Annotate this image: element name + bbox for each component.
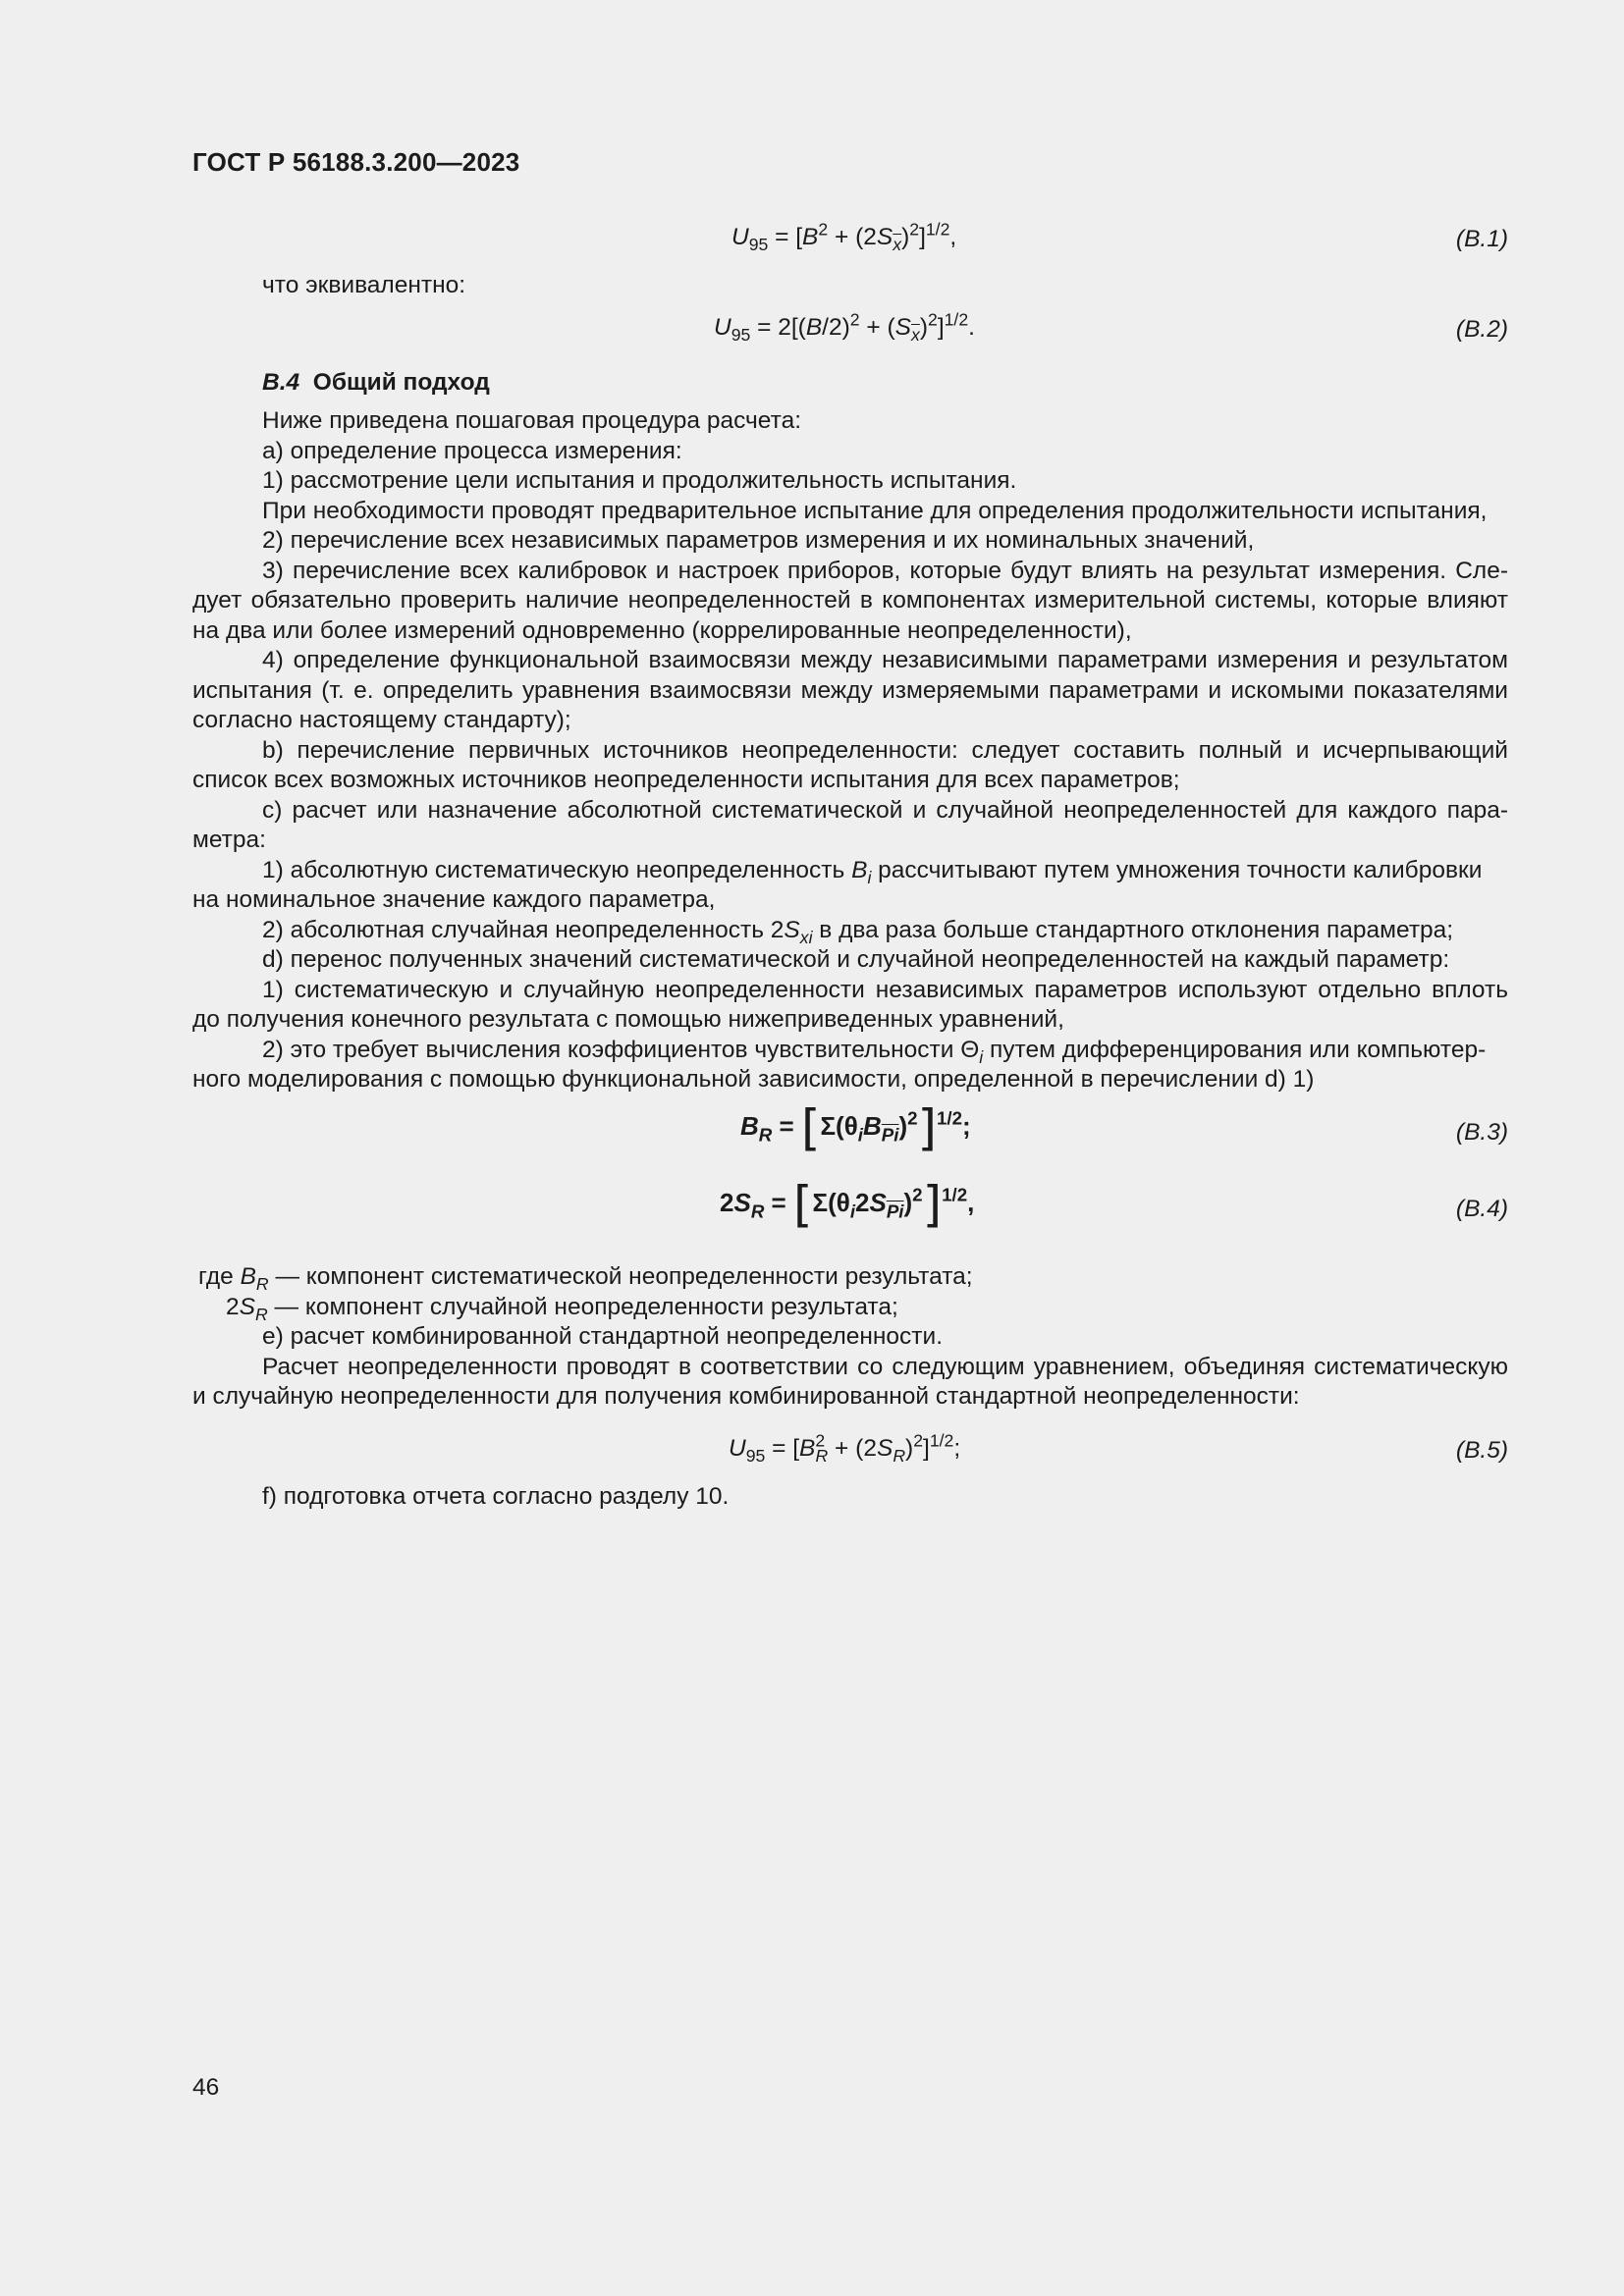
list-item: a) определение процесса измерения: [262,437,682,464]
equation-number-b2: (B.2) [1455,316,1508,343]
definition-line: где $B_R$ — компонент систематической неопределенности результата; [198,1263,973,1295]
paragraph-line: дует обязательно проверить наличие неопределенностей в компонентах измерительной системы, которые влияют [192,587,1508,614]
paragraph-line: согласно настоящему стандарту); [192,707,571,733]
list-item: 2) абсолютная случайная неопределенность $2S_{xi}$ в два раза больше стандартного отклонения параметра; [262,916,1454,947]
page-number: 46 [192,2074,220,2101]
list-item: c) расчет или назначение абсолютной систематической и случайной неопределенностей для каждого пара- [262,796,1508,824]
list-item: b) перечисление первичных источников неопределенности: следует составить полный и исчерпывающий [262,736,1508,764]
definition-line: $2S_R$ — компонент случайной неопределенности результата; [226,1293,898,1324]
equation-number-b1: (B.1) [1455,226,1508,252]
equation-number-b4: (B.4) [1455,1196,1508,1222]
document-header: ГОСТ Р 56188.3.200—2023 [192,147,520,177]
list-item: 1) рассмотрение цели испытания и продолжительность испытания. [262,467,1017,494]
paragraph-line: до получения конечного результата с помощью нижеприведенных уравнений, [192,1006,1064,1033]
paragraph-line: Ниже приведена пошаговая процедура расчета: [262,407,802,434]
section-number: B.4 [262,369,300,396]
equation-b3: $B_R = [\Sigma(\theta_iB_{\overline{Pi}})^2]^{1/2}$; [740,1099,971,1156]
list-item: 1) систематическую и случайную неопределенности независимых параметров используют отдельно вплоть [262,976,1508,1003]
paragraph-line: При необходимости проводят предварительное испытание для определения продолжительности испытания, [262,497,1488,524]
equation-b2: $U_{95} = 2[(B/2)^2 + (S_{\overline{x}})^2]^{1/2}$. [714,309,975,346]
paragraph-line: список всех возможных источников неопределенности испытания для всех параметров; [192,767,1180,793]
list-item: 2) это требует вычисления коэффициентов чувствительности $\Theta_i$ путем дифференцирования или компьютер- [262,1036,1487,1067]
list-item: 2) перечисление всех независимых параметров измерения и их номинальных значений, [262,527,1255,554]
list-item: e) расчет комбинированной стандартной неопределенности. [262,1323,944,1350]
equation-number-b5: (B.5) [1455,1437,1508,1464]
procedure-text [192,406,1508,1095]
equation-b1: $U_{95} = [B^2 + (2S_{\overline{x}})^2]^{1/2}$, [731,219,957,255]
paragraph-line: метра: [192,827,266,853]
paragraph-line: Расчет неопределенности проводят в соответствии со следующим уравнением, объединяя систематическую [262,1353,1508,1380]
equation-b4: $2S_R = [\Sigma(\theta_i2S_{\overline{Pi}})^2]^{1/2}$, [720,1176,975,1233]
paragraph-line: испытания (т. е. определить уравнения взаимосвязи между измеряемыми параметрами и искомыми показателями [192,676,1508,704]
paragraph-line: на номинальное значение каждого параметра, [192,886,716,913]
paragraph-line: и случайную неопределенности для получения комбинированной стандартной неопределенности: [192,1383,1300,1410]
list-item: d) перенос полученных значений систематической и случайной неопределенностей на каждый параметр: [262,946,1450,973]
equation-number-b3: (B.3) [1455,1119,1508,1146]
list-item: 1) абсолютную систематическую неопределенность $B_i$ рассчитывают путем умножения точности калибровки [262,856,1483,887]
equation-b5: $U_{95} = [B^2_R + (2S_R)^2]^{1/2}$; [729,1430,961,1467]
section-heading [192,368,1508,399]
section-title: Общий подход [312,369,490,396]
list-item: 3) перечисление всех калибровок и настроек приборов, которые будут влиять на результат измерения. Сле- [262,557,1508,584]
paragraph-line: на два или более измерений одновременно (коррелированные неопределенности), [192,616,1132,644]
list-item: 4) определение функциональной взаимосвязи между независимыми параметрами измерения и результатом [262,647,1508,673]
paragraph-line: ного моделирования с помощью функциональной зависимости, определенной в перечислении d) 1) [192,1066,1315,1093]
list-item: f) подготовка отчета согласно разделу 10. [262,1483,730,1510]
definitions-text [192,1262,1508,1413]
paragraph-line: что эквивалентно: [262,272,466,298]
